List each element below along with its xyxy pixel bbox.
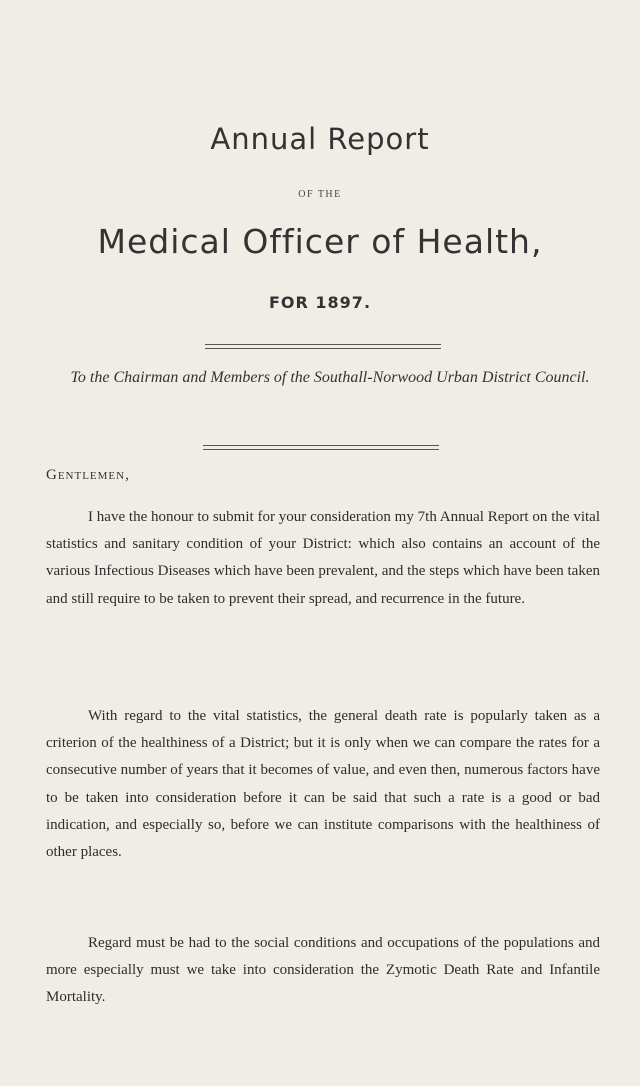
report-subtitle: Medical Officer of Health, (97, 222, 543, 261)
report-year: FOR 1897. (268, 293, 372, 312)
double-rule-divider (203, 445, 439, 450)
body-paragraph: I have the honour to submit for your consideration my 7th Annual Report on the vital statistics and sanitary condition of your District: which also contains an account of the various Infectious Diseases which have been prevalent, and the steps which have been taken and still require to be taken to prevent their spread, and recurrence in the future. (46, 509, 600, 607)
body-paragraph: Regard must be had to the social conditions and occupations of the populations and more especially must we take into consideration the Zymotic Death Rate and Infantile Mortality. (46, 935, 600, 1006)
body-paragraph: With regard to the vital statistics, the general death rate is popularly taken as a criterion of the healthiness of a District; but it is only when we can compare the rates for a consecutive number of years that it becomes of value, and even then, numerous factors have to be taken into consideration before it can be said that such a rate is a good or bad indication, and especially so, before we can institute comparisons with the healthiness of other places. (46, 708, 600, 861)
report-title: Annual Report (210, 122, 430, 156)
salutation: Gentlemen, (46, 467, 130, 483)
double-rule-divider (205, 344, 441, 349)
title-connector: OF THE (298, 189, 342, 200)
address-line: To the Chairman and Members of the Southall-Norwood Urban District Council. (70, 369, 590, 386)
